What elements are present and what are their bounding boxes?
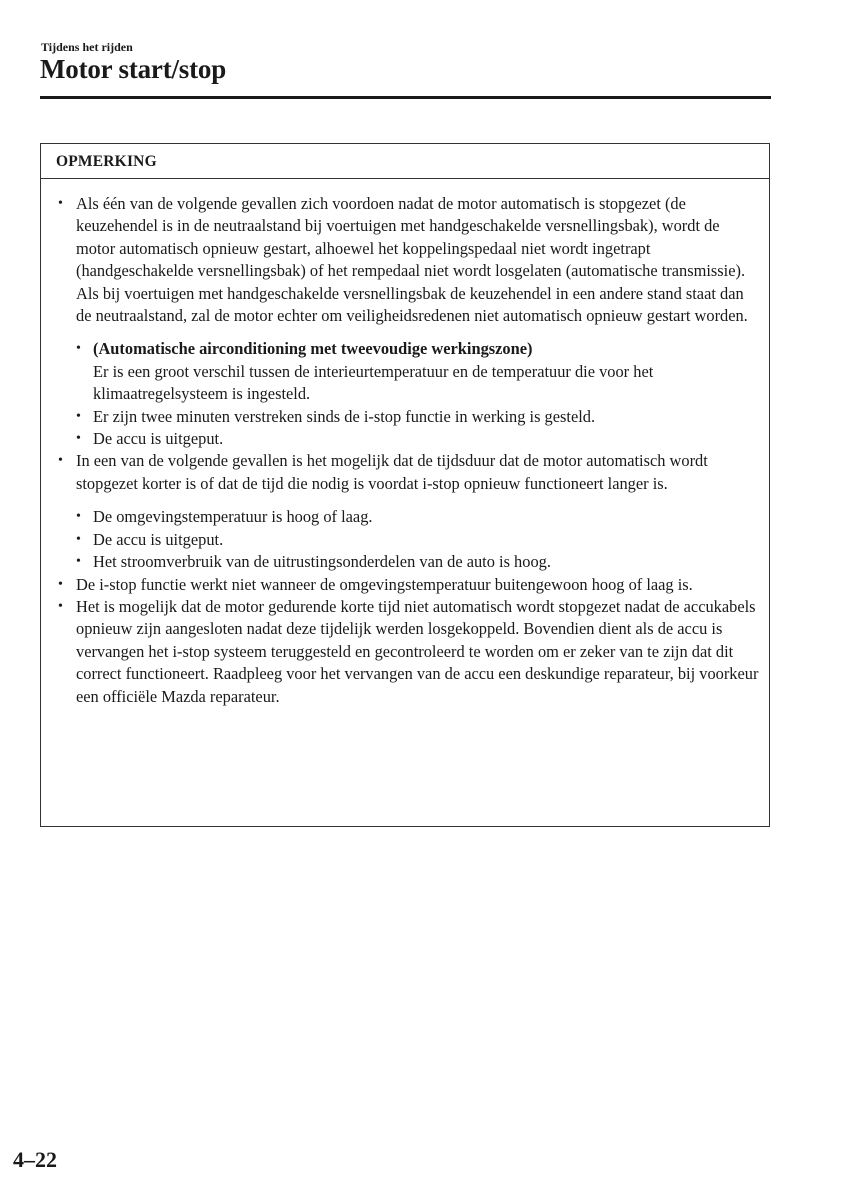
title-divider	[40, 96, 771, 99]
note-list	[58, 193, 759, 708]
bullet-icon: •	[76, 408, 81, 424]
list-item	[58, 574, 759, 596]
bullet-icon: •	[76, 341, 81, 357]
bullet-icon: •	[76, 509, 81, 525]
note-body	[41, 179, 769, 708]
sub-item-heading: (Automatische airconditioning met tweevoudige werkingszone)	[93, 339, 533, 359]
sub-item-text: De omgevingstemperatuur is hoog of laag.	[93, 507, 373, 527]
sub-list-item	[76, 529, 759, 551]
list-item-text: Als één van de volgende gevallen zich voordoen nadat de motor automatisch is stopgezet (de keuzehendel is in de neutraalstand bij voertuigen met handgeschakelde versnellingsbak), wordt de motor automatisch opnieuw gestart, alhoewel het koppelingspedaal niet wordt ingetrapt (handgeschakelde versnellingsbak) of het rempedaal niet wordt losgelaten (automatische transmissie). Als bij voertuigen met handgeschakelde versnellingsbak de keuzehendel in een andere stand staat dan de neutraalstand, zal de motor echter om veiligheidsredenen niet automatisch opnieuw gestart worden.	[76, 194, 748, 326]
sub-item-text: De accu is uitgeput.	[93, 429, 224, 449]
sub-list-item	[76, 506, 759, 528]
note-heading: OPMERKING	[41, 144, 769, 179]
sub-item-text: Er zijn twee minuten verstreken sinds de i-stop functie in werking is gesteld.	[93, 406, 596, 426]
bullet-icon: •	[58, 576, 63, 592]
sub-list	[76, 338, 759, 450]
bullet-icon: •	[76, 531, 81, 547]
sub-list-item	[76, 428, 759, 450]
sub-list	[76, 506, 759, 573]
sub-list-item	[76, 406, 759, 428]
page-number: 4–22	[13, 1147, 57, 1172]
bullet-icon: •	[58, 598, 63, 614]
bullet-icon: •	[76, 554, 81, 570]
sub-list-item	[76, 338, 759, 405]
note-box	[40, 143, 770, 827]
list-item-text: Het is mogelijk dat de motor gedurende korte tijd niet automatisch wordt stopgezet nadat de accukabels opnieuw zijn aangesloten nadat deze tijdelijk werden losgekoppeld. Bovendien dient als de accu is vervangen het i-stop systeem teruggesteld en gecontroleerd te worden om er zeker van te zijn dat dit correct functioneert. Raadpleeg voor het vervangen van de accu een deskundige reparateur, bij voorkeur een officiële Mazda reparateur.	[76, 596, 759, 706]
page-title: Motor start/stop	[40, 54, 227, 84]
sub-list-item	[76, 551, 759, 573]
list-item-text: In een van de volgende gevallen is het mogelijk dat de tijdsduur dat de motor automatisch wordt stopgezet korter is of dat de tijd die nodig is voordat i-stop opnieuw functioneert langer is.	[76, 451, 708, 493]
section-label: Tijdens het rijden	[41, 40, 133, 54]
list-item	[58, 596, 759, 708]
list-item	[58, 450, 759, 573]
sub-item-text: Het stroomverbruik van de uitrustingsonderdelen van de auto is hoog.	[93, 552, 551, 572]
list-item-text: De i-stop functie werkt niet wanneer de omgevingstemperatuur buitengewoon hoog of laag is.	[76, 574, 693, 594]
sub-item-text: Er is een groot verschil tussen de interieurtemperatuur en de temperatuur die voor het klimaatregelsysteem is ingesteld.	[93, 361, 654, 404]
bullet-icon: •	[58, 196, 63, 211]
bullet-icon: •	[76, 431, 81, 447]
bullet-icon: •	[58, 453, 63, 469]
sub-item-text: De accu is uitgeput.	[93, 529, 224, 549]
list-item	[58, 193, 759, 450]
